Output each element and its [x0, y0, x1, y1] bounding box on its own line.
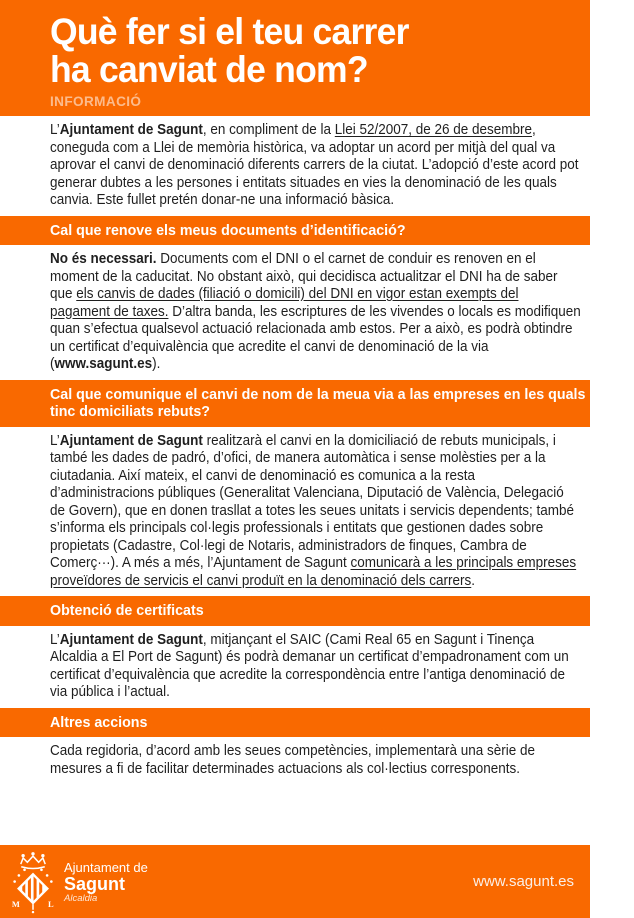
page-title-line-1: Què fer si el teu carrer [50, 11, 409, 52]
intro-paragraph: L’Ajuntament de Sagunt, en compliment de la Llei 52/2007, de 26 de desembre, coneguda com a Llei de memòria històrica, va adoptar un acord per mitjà del qual va aprovar el canvi de denominació diferents carrers de la ciutat. L’adopció d’este acord pot generar dubtes a les persones i entitats situades en vies la denominació de les quals canvia. Este fullet pretén donar-ne una informació bàsica. [50, 122, 579, 208]
section-heading-bar-certificates [0, 596, 590, 626]
website-url: www.sagunt.es [473, 873, 574, 890]
section-paragraph-other-actions: Cada regidoria, d’acord amb les seues competències, implementarà una sèrie de mesures a fi de facilitar determinades actuacions als col·lectius corresponents. [50, 743, 535, 777]
section-heading: Altres accions [50, 713, 148, 731]
section-heading: Cal que comunique el canvi de nom de la meua via a las empreses en les quals tinc domiciliats rebuts? [50, 385, 586, 420]
org-name: Sagunt [64, 873, 125, 894]
section-paragraph-companies: L’Ajuntament de Sagunt realitzarà el canvi en la domiciliació de rebuts municipals, i també les dades de padró, d’ofici, de manera automàtica i sense molèsties per a la ciutadania. Així mateix, el canvi de denominació es comunica a la resta d’administracions públiques (Generalitat Valenciana, Diputació de València, Delegació de Govern), que en donen trasllat a totes les seues unitats i servicis dependents; també s’informa els principals col·legis professionals i entitats que gestionen dades sobre propietats (Cadastre, Col·legi de Notaris, administradors de finques, Cambra de Comerç···). A més a més, l’Ajuntament de Sagunt comunicarà a les principals empreses proveïdores de servicis el canvi produït en la denominació dels carrers. [50, 432, 577, 589]
svg-text:L: L [48, 898, 54, 909]
svg-text:M: M [11, 898, 20, 909]
org-identity [64, 860, 148, 904]
section-heading-bar-other-actions [0, 708, 590, 738]
footer-banner [0, 845, 590, 918]
section-heading: Obtenció de certificats [50, 602, 204, 619]
section-heading-bar-identification [0, 216, 590, 246]
section-paragraph-identification: No és necessari. Documents com el DNI o el carnet de conduir es renoven en el moment de la caducitat. No obstant això, qui decidisca actualitzar el DNI ha de saber que els canvis de dades (filiació o domicili) del DNI en vigor estan exempts del pagament de taxes. D’altra banda, les escriptures de les vivendes o locals es modifiquen quan s’efectua qualsevol actuació relacionada amb estos. Per a això, es podrà obtindre un certificat d’equivalència que acredite el canvi de denominació de la via (www.sagunt.es). [50, 251, 581, 372]
section-paragraph-certificates: L’Ajuntament de Sagunt, mitjançant el SAIC (Cami Real 65 en Sagunt i Tinença Alcaldia a El Port de Sagunt) és podrà demanar un certificat d’empadronament com un certificat d’equivalència que acredite la correspondència entre l’antiga denominació de via pública i l’actual. [50, 631, 569, 700]
org-department: Alcaldia [64, 892, 98, 904]
info-kicker: INFORMACIÓ [50, 93, 142, 109]
section-heading-bar-companies [0, 380, 590, 427]
page-title [50, 13, 568, 89]
section-heading: Cal que renove els meus documents d’identificació? [50, 221, 406, 239]
org-name-prefix: Ajuntament de [64, 859, 148, 875]
sagunt-coat-of-arms-icon [10, 850, 56, 914]
page-title-line-2: ha canviat de nom? [50, 49, 368, 90]
header-banner [0, 0, 590, 116]
